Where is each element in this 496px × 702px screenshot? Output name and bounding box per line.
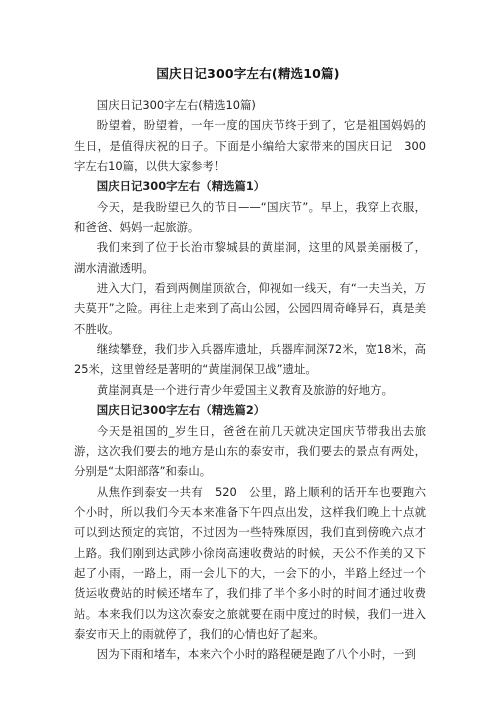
paragraph: 国庆日记300字左右(精选10篇) [96,98,256,112]
paragraph: 我们来到了位于长治市黎城县的黄崖洞，这里的风景美丽极了，湖水清澈透明。 [74,240,426,275]
paragraph: 从焦作到泰安一共有 520 公里，路上顺利的话开车也要跑六个小时，所以我们今天本来准备下午四点出发，这样我们晚上十点就可以到达预定的宾馆，不过因为一些特殊原因，我们直到傍晚六点才上路。我们刚到达武陟小徐岗高速收费站的时候，天公不作美的又下起了小雨，一路上，雨一会儿下的大，一会下的小，半路上经过一个货运收费站的时候还堵车了，我们排了半个多小时的时间才通过收费站。本来我们以为这次泰安之旅就要在雨中度过的时候，我们一进入泰安市天上的雨就停了，我们的心情也好了起来。 [74,484,426,641]
section-heading: 国庆日记300字左右（精选篇2） [96,403,266,418]
paragraph: 黄崖洞真是一个进行青少年爱国主义教育及旅游的好地方。 [96,382,393,397]
document-body [74,95,438,665]
paragraph: 今天是祖国的_岁生日，爸爸在前几天就决定国庆节带我出去旅游，这次我们要去的地方是山东的泰安市，我们要去的景点有两处，分别是“太阳部落”和泰山。 [74,423,426,479]
paragraph: 今天，是我盼望已久的节日——“国庆节”。早上，我穿上衣服，和爸爸、妈妈一起旅游。 [74,199,426,235]
section-heading: 国庆日记300字左右（精选篇1） [96,179,266,194]
paragraph: 因为下雨和堵车，本来六个小时的路程硬是跑了八个小时，一到 [96,647,416,662]
paragraph: 盼望着，盼望着，一年一度的国庆节终于到了，它是祖国妈妈的生日，是值得庆祝的日子。下面是小编给大家带来的国庆日记 300 字左右10篇，以供大家参考！ [74,118,438,174]
paragraph: 进入大门，看到两侧崖顶欲合，仰视如一线天，有“一夫当关，万夫莫开”之险。再往上走来到了高山公园，公园四周奇峰异石，真是美不胜收。 [74,281,426,336]
document-title: 国庆日记300字左右(精选10篇) [156,66,340,81]
paragraph: 继续攀登，我们步入兵器库遗址，兵器库洞深72米，宽18米，高25米，这里曾经是著明的“黄崖洞保卫战”遗址。 [74,342,426,377]
